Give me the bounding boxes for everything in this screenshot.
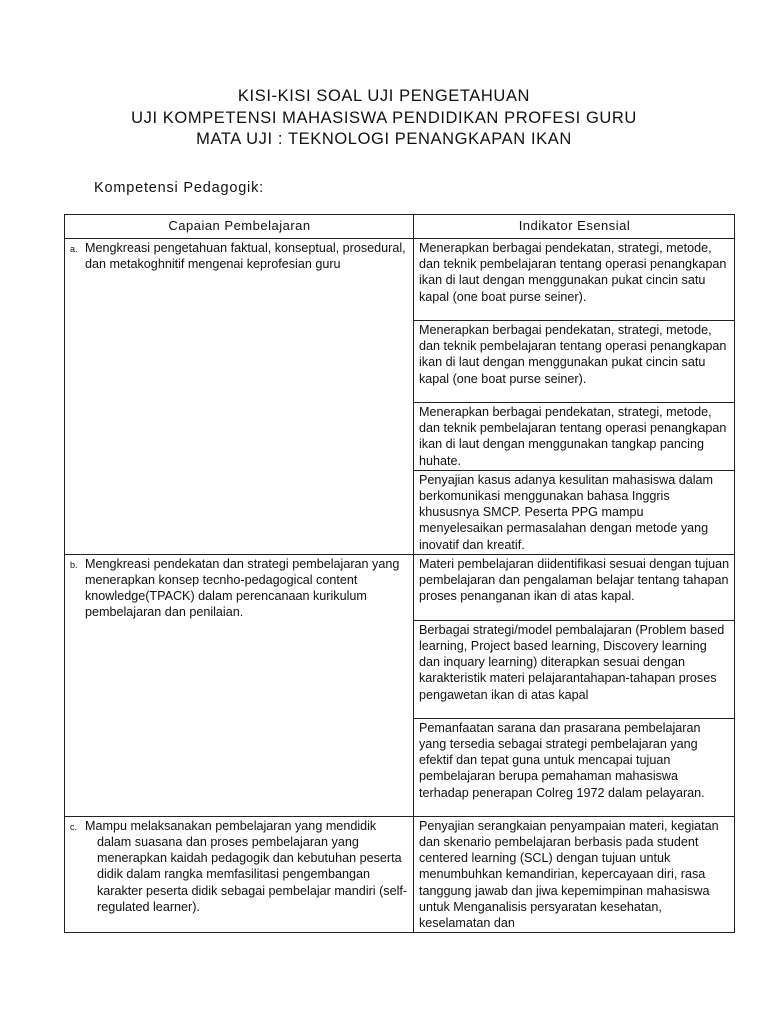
capaian-cell-b xyxy=(65,554,414,816)
indikator-cell: Pemanfaatan sarana dan prasarana pembelajaran yang tersedia sebagai strategi pembelajaran yang efektif dan tepat guna untuk mencapai tujuan pembelajaran berupa pemahaman mahasiswa terhadap penerapan Colreg 1972 dalam pelayaran. xyxy=(414,718,735,816)
capaian-cell-a xyxy=(65,239,414,555)
col-header-indikator: Indikator Esensial xyxy=(414,215,735,239)
title-line-1: KISI-KISI SOAL UJI PENGETAHUAN xyxy=(237,87,531,105)
indikator-cell: Menerapkan berbagai pendekatan, strategi, metode, dan teknik pembelajaran tentang operasi penangkapan ikan di laut dengan menggunakan pukat cincin satu kapal (one boat purse seiner). xyxy=(414,321,735,403)
table-header-row xyxy=(65,215,735,239)
capaian-letter: b. xyxy=(70,559,78,570)
col-header-capaian: Capaian Pembelajaran xyxy=(65,215,414,239)
section-title: Kompetensi Pedagogik: xyxy=(94,180,264,196)
title-line-3: MATA UJI : TEKNOLOGI PENANGKAPAN IKAN xyxy=(196,130,572,148)
indikator-cell: Penyajian serangkaian penyampaian materi, kegiatan dan skenario pembelajaran berbasis pada student centered learning (SCL) dengan tujuan untuk menumbuhkan kemandirian, kepercayaan diri, rasa tanggung jawab dan jiwa kepemimpinan mahasiswa untuk Menganalisis persyaratan kesehatan, keselamatan dan xyxy=(414,816,735,932)
indikator-cell: Berbagai strategi/model pembalajaran (Problem based learning, Project based learning, Discovery learning dan inquary learning) diterapkan sesuai dengan karakteristik materi pelajarantahapan-tahapan proses pengawetan ikan di atas kapal xyxy=(414,620,735,718)
table-row xyxy=(65,816,735,932)
indikator-cell: Penyajian kasus adanya kesulitan mahasiswa dalam berkomunikasi menggunakan bahasa Inggris khususnya SMCP. Peserta PPG mampu menyelesaikan permasalahan dengan metode yang inovatif dan kreatif. xyxy=(414,470,735,554)
indikator-cell: Menerapkan berbagai pendekatan, strategi, metode, dan teknik pembelajaran tentang operasi penangkapan ikan di laut dengan menggunakan pukat cincin satu kapal (one boat purse seiner). xyxy=(414,239,735,321)
capaian-text: Mengkreasi pengetahuan faktual, konseptual, prosedural, dan metakoghnitif mengenai keprofesian guru xyxy=(85,241,406,272)
title-line-2: UJI KOMPETENSI MAHASISWA PENDIDIKAN PROFESI GURU xyxy=(131,108,637,127)
indikator-cell: Materi pembelajaran diidentifikasi sesuai dengan tujuan pembelajaran dan pengalaman belajar tentang tahapan proses penanganan ikan di atas kapal. xyxy=(414,554,735,620)
capaian-text: Mampu melaksanakan pembelajaran yang mendidik dalam suasana dan proses pembelajaran yang menerapkan kaidah pedagogik dan kebutuhan peserta didik dalam rangka memfasilitasi pengembangan karakter peserta didik sebagai pembelajar mandiri (self-regulated learner). xyxy=(85,818,408,914)
table-row xyxy=(65,239,735,321)
capaian-letter: a. xyxy=(70,244,78,254)
capaian-letter: c. xyxy=(70,821,78,832)
indikator-cell: Menerapkan berbagai pendekatan, strategi, metode, dan teknik pembelajaran tentang operasi penangkapan ikan di laut dengan menggunakan tangkap pancing huhate. xyxy=(414,403,735,471)
capaian-cell-c xyxy=(65,816,414,932)
capaian-text: Mengkreasi pendekatan dan strategi pembelajaran yang menerapkan konsep tecnho-pedagogical content knowledge(TPACK) dalam perencanaan kurikulum pembelajaran dan penilaian. xyxy=(85,556,400,620)
kisi-kisi-table xyxy=(64,214,735,933)
document-title xyxy=(0,86,768,151)
table-row xyxy=(65,554,735,620)
